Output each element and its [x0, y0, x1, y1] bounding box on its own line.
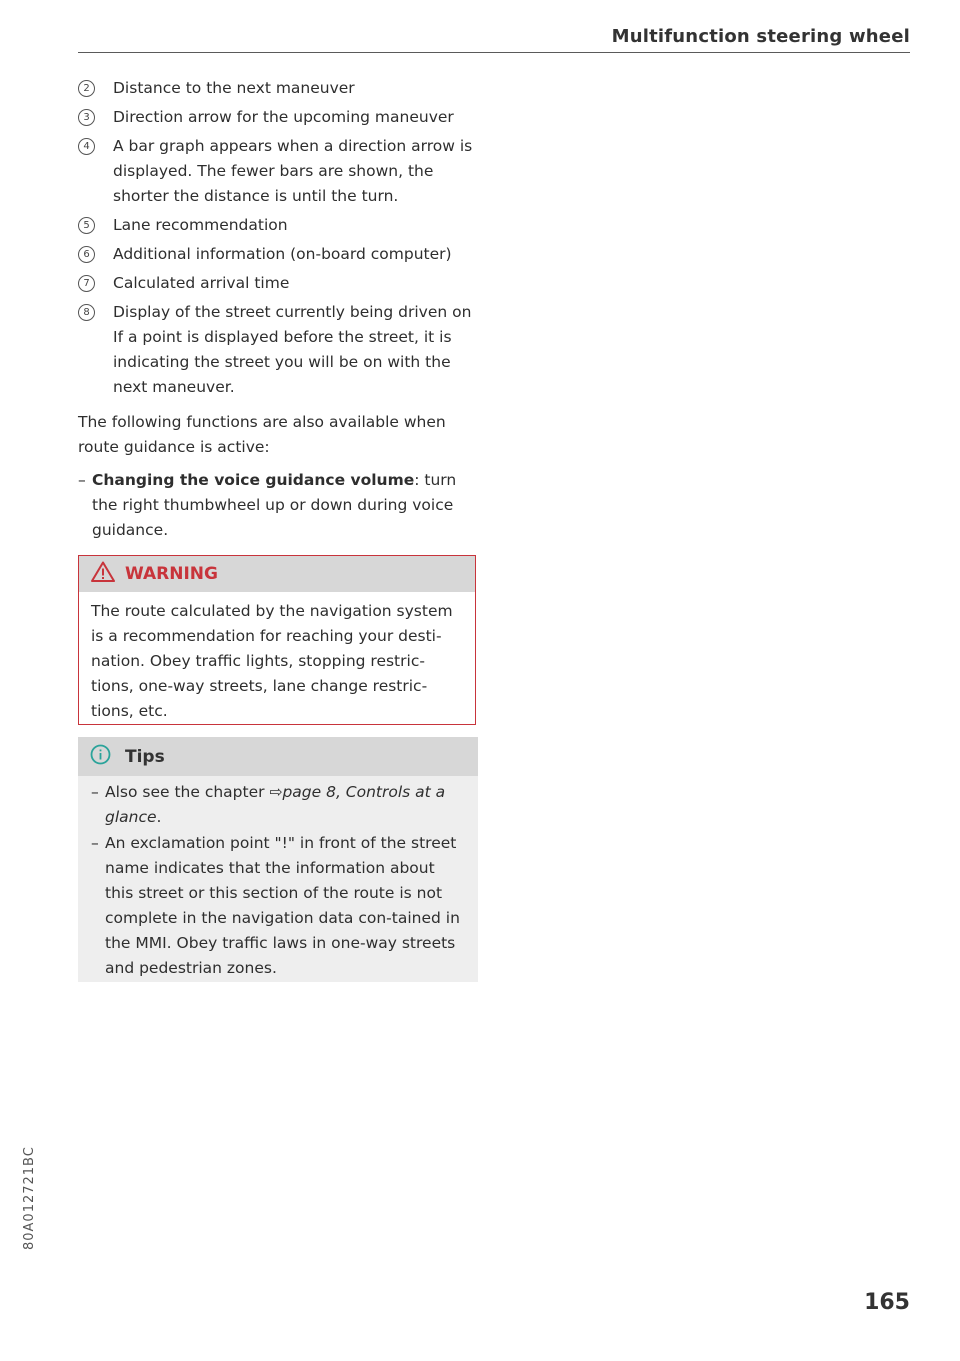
- list-item: [78, 271, 478, 296]
- list-item: [78, 300, 478, 400]
- list-item: [78, 76, 478, 101]
- arrow-icon: ⇨: [269, 783, 283, 801]
- circled-number: 3: [78, 109, 95, 126]
- tip-text-end: .: [156, 808, 162, 826]
- intro-paragraph: The following functions are also available when route guidance is active:: [78, 413, 446, 456]
- info-icon: [90, 744, 125, 770]
- list-item: [78, 134, 478, 209]
- list-item-text: Display of the street currently being driven on If a point is displayed before the street, it is indicating the street you will be on with the next maneuver.: [113, 303, 472, 396]
- tip-item: [91, 831, 466, 981]
- list-item-text: Direction arrow for the upcoming maneuver: [113, 108, 454, 126]
- warning-text: The route calculated by the navigation system is a recommendation for reaching your desti-nation. Obey traffic lights, stopping restric-tions, one-way streets, lane change restric-tions, etc.: [91, 602, 453, 720]
- tip-item: [91, 780, 466, 830]
- warning-triangle-icon: [91, 561, 125, 587]
- warning-box: [78, 555, 476, 725]
- tips-content: [78, 776, 478, 981]
- function-item: [78, 468, 478, 543]
- section-title: Multifunction steering wheel: [611, 26, 910, 47]
- page-number: 165: [864, 1290, 910, 1315]
- list-item-text: Lane recommendation: [113, 216, 288, 234]
- list-item-text: Additional information (on-board computer): [113, 245, 452, 263]
- warning-header: [79, 556, 475, 592]
- function-title: Changing the voice guidance volume: [92, 471, 415, 489]
- circled-number: 8: [78, 304, 95, 321]
- tip-text: An exclamation point "!" in front of the street name indicates that the information about this street or this section of the route is not complete in the navigation data con-tained in the MMI. Obey traffic laws in one-way streets and pedestrian zones.: [105, 834, 460, 977]
- page-reference-link[interactable]: page 8, Controls at a glance: [105, 783, 446, 826]
- dash-bullet: –: [78, 471, 86, 489]
- header-divider: [78, 52, 910, 53]
- tips-header: [78, 737, 478, 776]
- dash-bullet: –: [91, 834, 99, 852]
- list-item-text: A bar graph appears when a direction arrow is displayed. The fewer bars are shown, the shorter the distance is until the turn.: [113, 137, 473, 205]
- document-code: 80A012721BC: [22, 1146, 37, 1250]
- circled-number: 4: [78, 138, 95, 155]
- list-item: [78, 242, 478, 267]
- circled-number: 2: [78, 80, 95, 97]
- list-item-text: Distance to the next maneuver: [113, 79, 355, 97]
- content-column: [78, 76, 478, 543]
- warning-title: WARNING: [125, 564, 218, 584]
- tips-title: Tips: [125, 746, 165, 767]
- dash-bullet: –: [91, 783, 99, 801]
- circled-number: 6: [78, 246, 95, 263]
- function-text: : turn the right thumbwheel up or down during voice guidance.: [92, 471, 457, 539]
- list-item: [78, 105, 478, 130]
- tips-box: [78, 737, 478, 982]
- circled-number: 7: [78, 275, 95, 292]
- circled-number: 5: [78, 217, 95, 234]
- list-item-text: Calculated arrival time: [113, 274, 290, 292]
- tip-text: Also see the chapter: [105, 783, 270, 801]
- list-item: [78, 213, 478, 238]
